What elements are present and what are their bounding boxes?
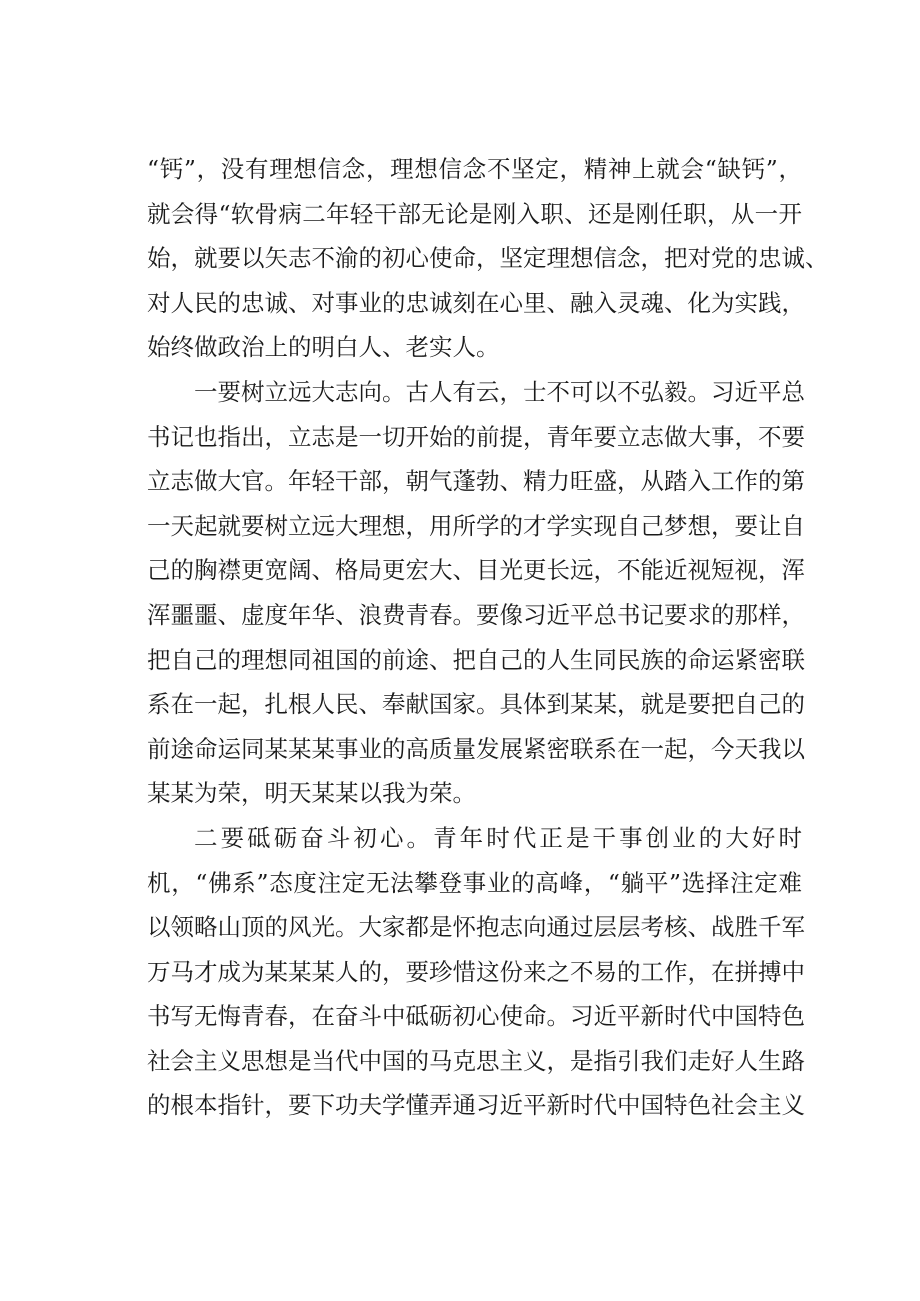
text-line: 书写无悔青春，在奋斗中砥砺初心使命。习近平新时代中国特色 — [147, 1002, 805, 1031]
paragraph-3 — [147, 816, 805, 1128]
text-line: “钙”，没有理想信念，理想信念不坚定，精神上就会“缺钙”， — [147, 155, 802, 183]
text-line: 立志做大官。年轻干部，朝气蓬勃、精力旺盛，从踏入工作的第 — [147, 467, 805, 496]
paragraph-2 — [147, 370, 805, 816]
paragraph-1 — [147, 147, 829, 370]
text-line: 浑噩噩、虚度年华、浪费青春。要像习近平总书记要求的那样， — [147, 600, 805, 629]
text-line: 万马才成为某某某人的，要珍惜这份来之不易的工作，在拼搏中 — [147, 957, 805, 986]
text-line: 己的胸襟更宽阔、格局更宏大、目光更长远，不能近视短视，浑 — [147, 556, 805, 585]
text-line: 始，就要以矢志不渝的初心使命，坚定理想信念，把对党的忠诚、 — [147, 244, 829, 273]
text-line: 就会得“软骨病二年轻干部无论是刚入职、还是刚任职，从一开 — [147, 199, 802, 228]
text-line: 二要砥砺奋斗初心。青年时代正是干事创业的大好时 — [194, 823, 802, 852]
text-line: 把自己的理想同祖国的前途、把自己的人生同民族的命运紧密联 — [147, 645, 805, 674]
text-line: 的根本指针，要下功夫学懂弄通习近平新时代中国特色社会主义 — [147, 1091, 805, 1120]
text-line: 以领略山顶的风光。大家都是怀抱志向通过层层考核、战胜千军 — [147, 913, 805, 942]
text-line: 对人民的忠诚、对事业的忠诚刻在心里、融入灵魂、化为实践， — [147, 288, 805, 317]
text-line: 机，“佛系”态度注定无法攀登事业的高峰，“躺平”选择注定难 — [147, 868, 802, 897]
text-line: 系在一起，扎根人民、奉献国家。具体到某某，就是要把自己的 — [147, 690, 805, 719]
text-line: 社会主义思想是当代中国的马克思主义，是指引我们走好人生路 — [147, 1046, 805, 1075]
text-line: 书记也指出，立志是一切开始的前提，青年要立志做大事，不要 — [147, 422, 805, 451]
text-line: 始终做政治上的明白人、老实人。 — [147, 333, 500, 362]
document-body — [147, 147, 829, 1128]
text-line: 一天起就要树立远大理想，用所学的才学实现自己梦想，要让自 — [147, 511, 805, 540]
text-line: 某某为荣，明天某某以我为荣。 — [147, 779, 476, 808]
text-line: 前途命运同某某某事业的高质量发展紧密联系在一起，今天我以 — [147, 734, 805, 763]
text-line: 一要树立远大志向。古人有云，士不可以不弘毅。习近平总 — [194, 377, 805, 406]
